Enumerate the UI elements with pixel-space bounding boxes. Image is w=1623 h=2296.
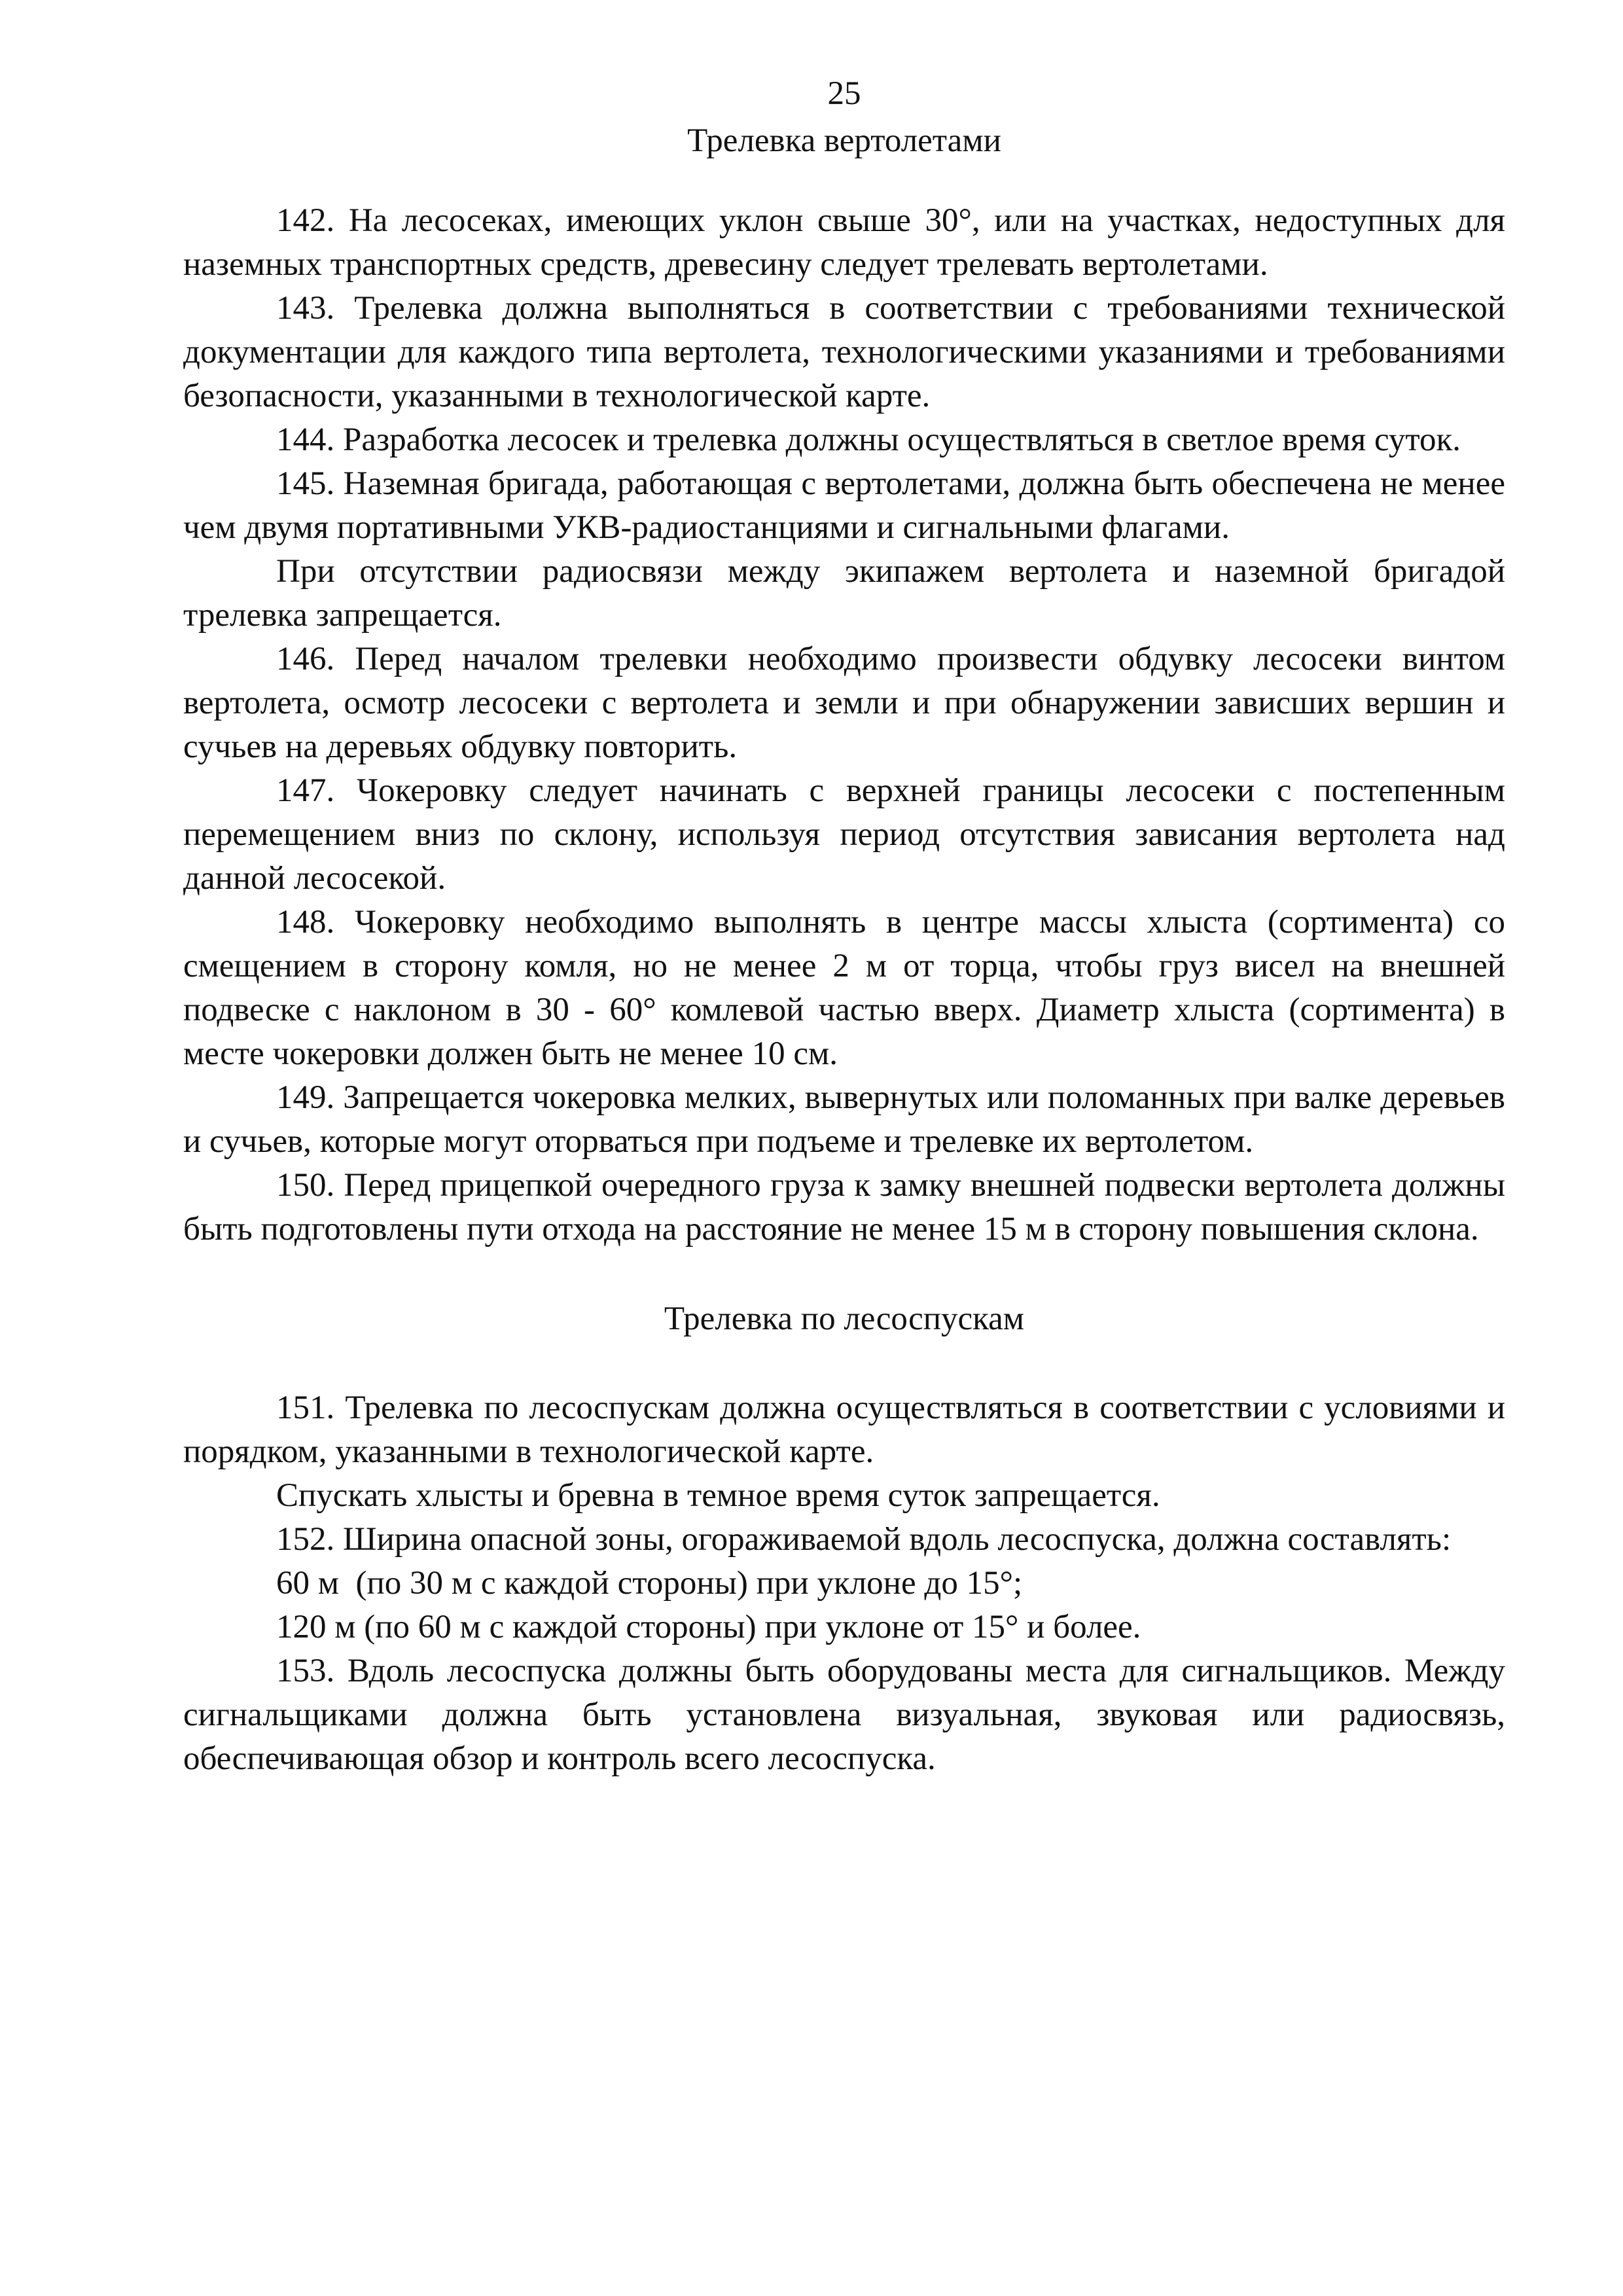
- paragraph-152: 152. Ширина опасной зоны, огораживаемой вдоль лесоспуска, должна составлять:: [276, 1521, 1452, 1558]
- section-heading: Трелевка вертолетами: [687, 122, 1001, 159]
- paragraph-147: 147. Чокеровку следует начинать с верхней границы лесосеки с постепенным перемещением вниз по склону, используя период отсутствия зависания вертолета над данной лесосекой.: [183, 772, 1505, 897]
- paragraph-151-note: Спускать хлысты и бревна в темное время суток запрещается.: [276, 1477, 1160, 1514]
- paragraph-149: 149. Запрещается чокеровка мелких, вывернутых или поломанных при валке деревьев и сучьев, которые могут оторваться при подъеме и трелевке их вертолетом.: [183, 1079, 1505, 1160]
- paragraph-144: 144. Разработка лесосек и трелевка должны осуществляться в светлое время суток.: [276, 422, 1461, 458]
- paragraph-146: 146. Перед началом трелевки необходимо произвести обдувку лесосеки винтом вертолета, осмотр лесосеки с вертолета и земли и при обнаружении зависших вершин и сучьев на деревьях обдувку повторить.: [183, 641, 1505, 765]
- paragraph-152-item-1: 60 м (по 30 м с каждой стороны) при уклоне до 15°;: [276, 1565, 1023, 1602]
- paragraph-142: 142. На лесосеках, имеющих уклон свыше 30°, или на участках, недоступных для наземных транспортных средств, древесину следует трелевать вертолетами.: [183, 202, 1505, 283]
- paragraph-150: 150. Перед прицепкой очередного груза к замку внешней подвески вертолета должны быть подготовлены пути отхода на расстояние не менее 15 м в сторону повышения склона.: [183, 1167, 1505, 1247]
- paragraph-143: 143. Трелевка должна выполняться в соответствии с требованиями технической документации для каждого типа вертолета, технологическими указаниями и требованиями безопасности, указанными в технологической карте.: [183, 290, 1505, 414]
- section-helicopter-skidding: [183, 119, 1505, 1251]
- paragraph-145-note: При отсутствии радиосвязи между экипажем вертолета и наземной бригадой трелевка запрещается.: [183, 553, 1505, 634]
- section-heading: Трелевка по лесоспускам: [664, 1300, 1025, 1337]
- paragraph-153: 153. Вдоль лесоспуска должны быть оборудованы места для сигнальщиков. Между сигнальщиками должна быть установлена визуальная, звуковая или радиосвязь, обеспечивающая обзор и контроль всего лесоспуска.: [183, 1653, 1505, 1777]
- paragraph-152-item-2: 120 м (по 60 м с каждой стороны) при уклоне от 15° и более.: [276, 1609, 1141, 1645]
- document-page: [183, 72, 1505, 1781]
- paragraph-151: 151. Трелевка по лесоспускам должна осуществляться в соответствии с условиями и порядком, указанными в технологической карте.: [183, 1390, 1505, 1470]
- page-number: 25: [827, 75, 861, 112]
- paragraph-145: 145. Наземная бригада, работающая с вертолетами, должна быть обеспечена не менее чем двумя портативными УКВ-радиостанциями и сигнальными флагами.: [183, 465, 1505, 546]
- paragraph-148: 148. Чокеровку необходимо выполнять в центре массы хлыста (сортимента) со смещением в сторону комля, но не менее 2 м от торца, чтобы груз висел на внешней подвеске с наклоном в 30 - 60° комлевой частью вверх. Диаметр хлыста (сортимента) в месте чокеровки должен быть не менее 10 см.: [183, 904, 1505, 1072]
- section-chute-skidding: [183, 1297, 1505, 1781]
